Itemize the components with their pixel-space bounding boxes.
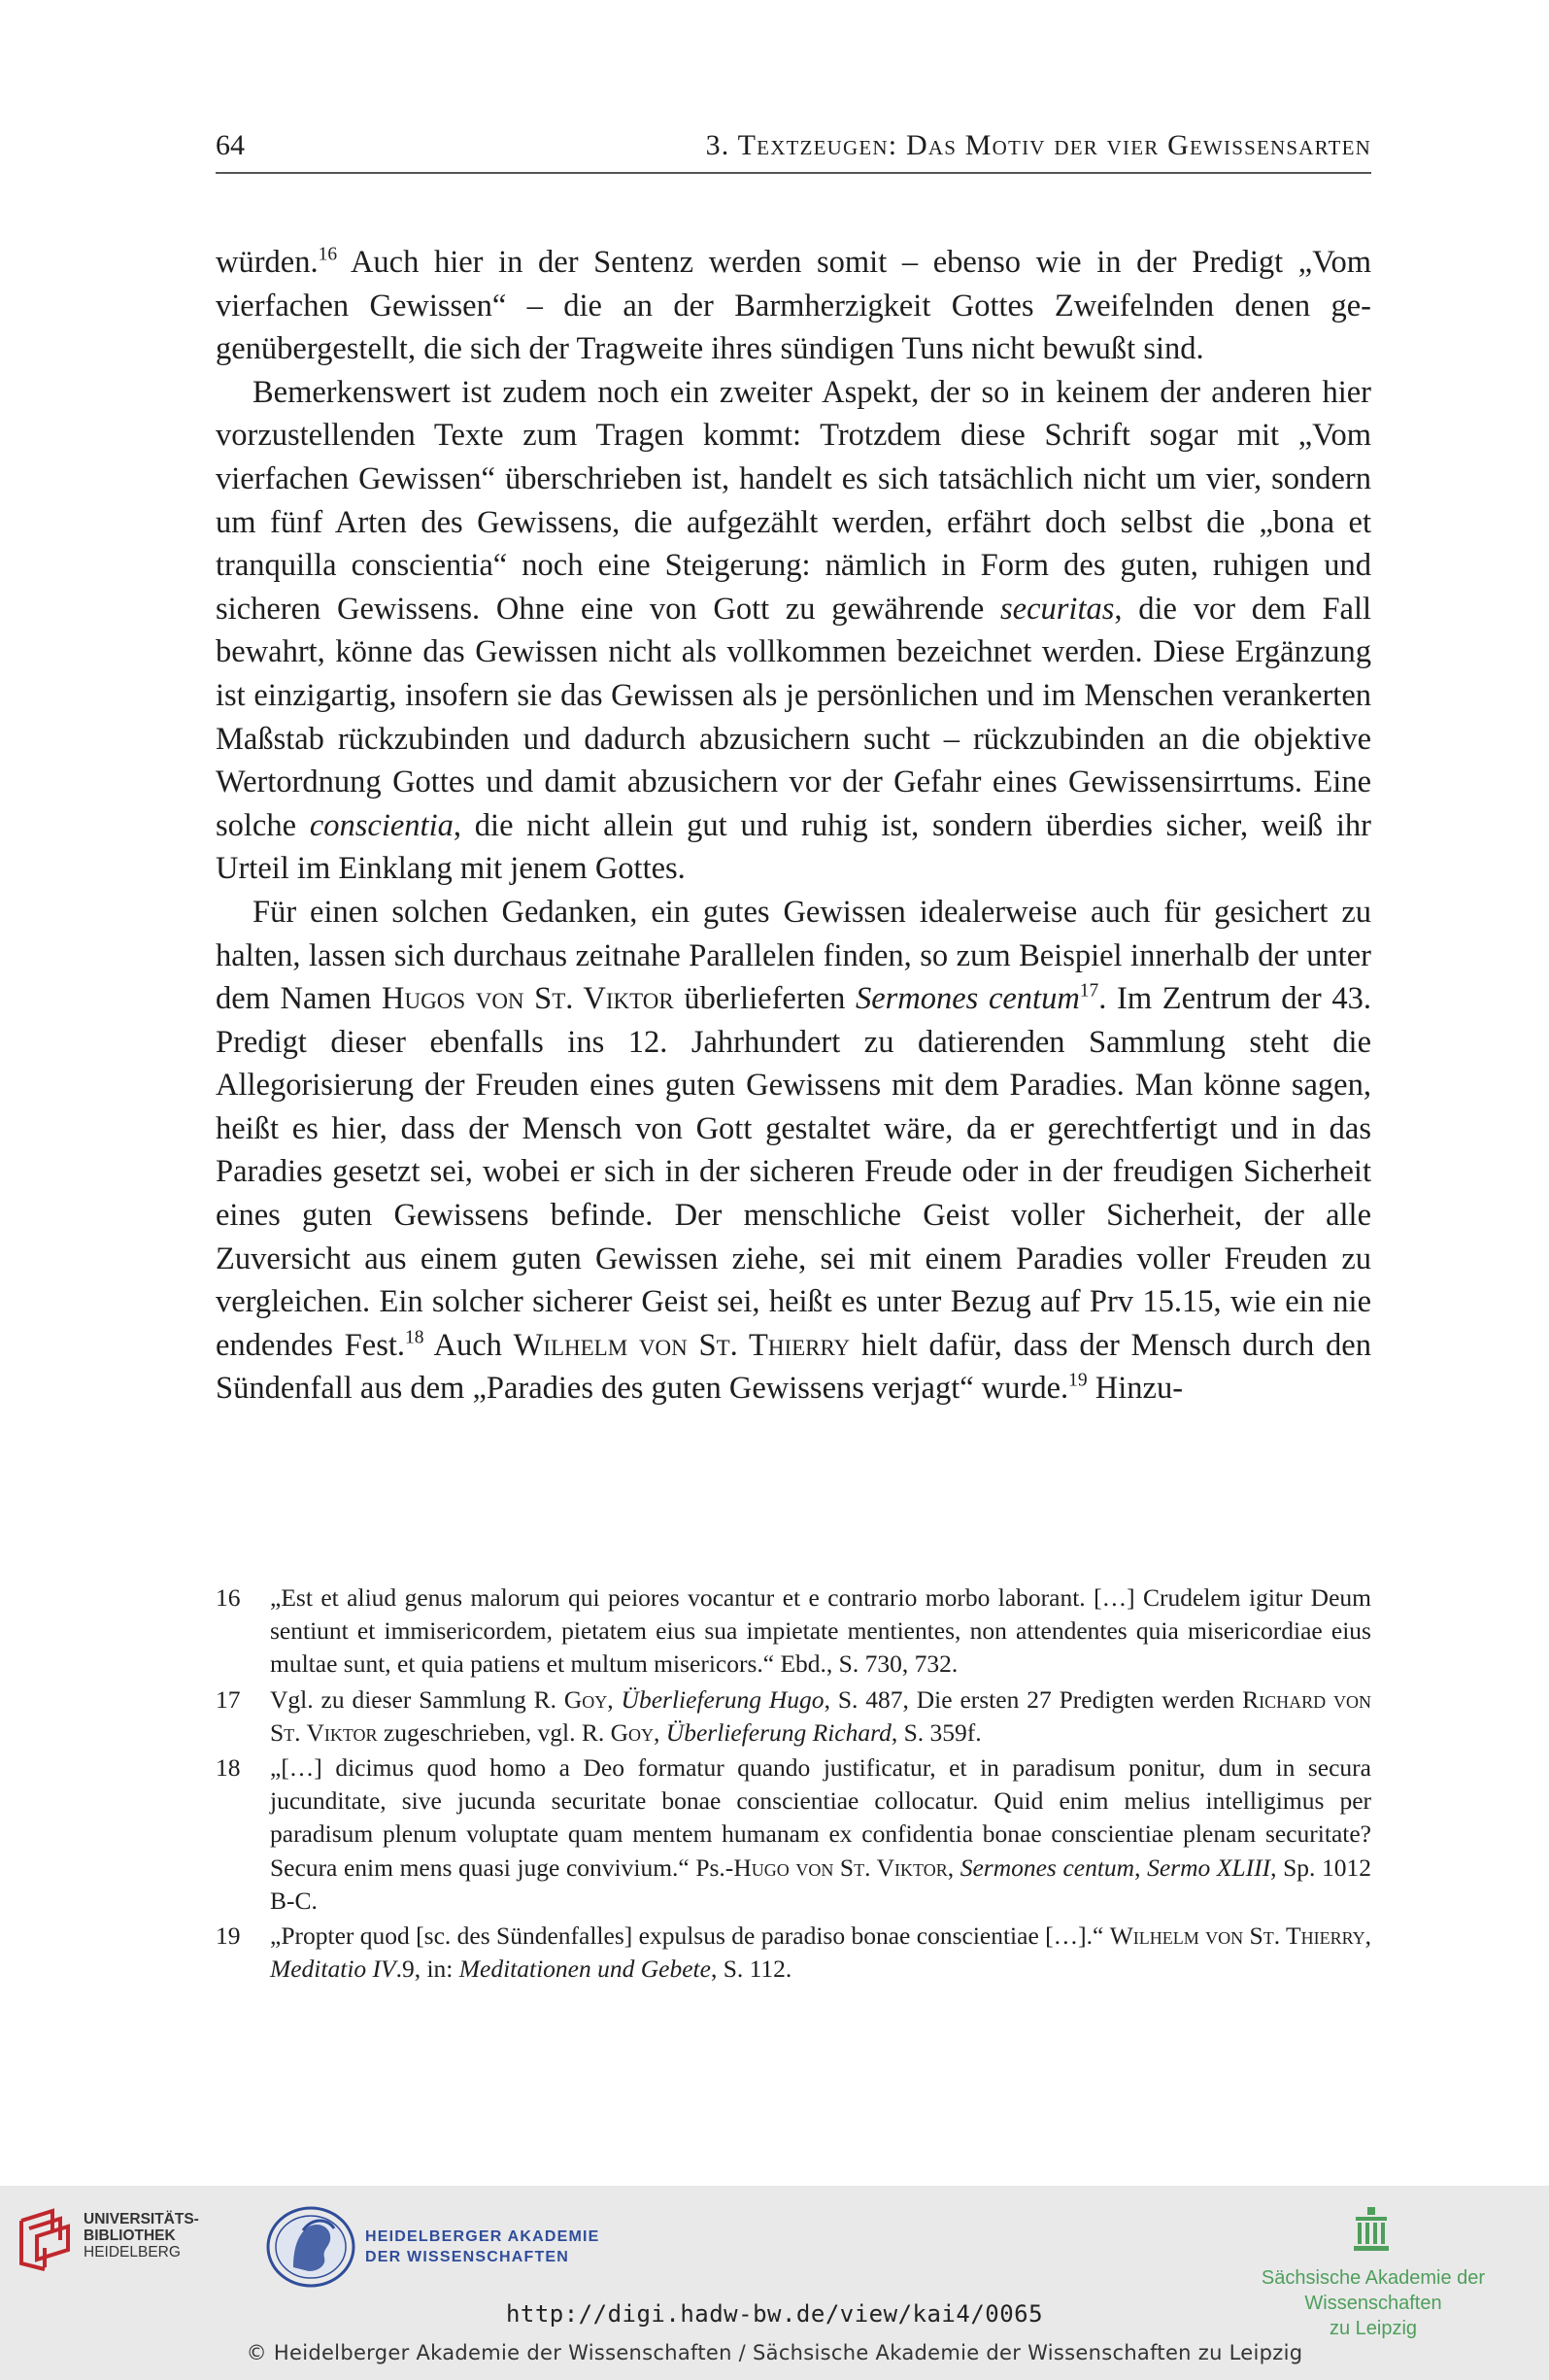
work-title-sermones: Sermones centum xyxy=(855,981,1080,1017)
term-conscientia: conscientia xyxy=(309,807,454,843)
footnote-19: 19 „Propter quod [sc. des Sündenfalles] expulsus de paradiso bonae conscientiae […].“ Wilhelm von St. Thierry, Meditatio IV.9, in: Meditationen und Gebete, S. 112. xyxy=(216,1921,1371,1984)
footnote-ref-19[interactable]: 19 xyxy=(1068,1370,1088,1391)
ub-logo-mark-icon xyxy=(16,2207,76,2271)
footnote-16 xyxy=(216,1581,1371,1682)
author-name-wilhelm: Wilhelm von St. Thierry xyxy=(513,1327,851,1363)
author-name-wilhelm: Wilhelm von St. Thierry xyxy=(1109,1921,1365,1951)
term-securitas: securitas xyxy=(1000,591,1115,627)
footnote-ref-18[interactable]: 18 xyxy=(405,1327,424,1348)
paragraph-1: würden.$^{16}$ Auch hier in der Sentenz werden somit – ebenso wie in der Predigt „Vom vierfachen Gewissen“ – die an der Barmherzigkeit Gottes Zweifelnden denen gegenübergestellt, die sich der Tragweite ihres sündigen Tuns nicht bewußt sind. xyxy=(216,244,1371,367)
footnotes xyxy=(216,1581,1371,1988)
work-title: Überlieferung Hugo xyxy=(621,1684,825,1714)
paragraph-2: Bemerkenswert ist zudem noch ein zweiter Aspekt, der so in keinem der anderen hier vorzustellenden Texte zum Tragen kommt: Trotzdem diese Schrift sogar mit „Vom vierfachen Gewissen“ überschrieben ist, handelt es sich tatsächlich nicht um vier, sondern um fünf Arten des Gewissens, die aufgezählt werden, erfährt doch selbst die „bona et tranquilla conscientia“ noch eine Steigerung: nämlich in Form des guten, ruhigen und sicheren Gewissens. Ohne eine von Gott zu gewährende securitas, die vor dem Fall bewahrt, könne das Gewissen nicht als vollkommen bezeichnet werden. Diese Ergänzung ist einzigartig, insofern sie das Gewissen als je persönlichen und im Menschen verankerten Maßstab rückzubinden und dadurch abzusichern sucht – rückzubinden an die objektive Wertordnung Gottes und damit abzusichern vor der Gefahr eines Gewissensirrtums. Eine solche conscientia, die nicht allein gut und ruhig ist, sondern überdies sicher, weiß ihr Urteil im Einklang mit jenem Gottes. xyxy=(216,374,1371,887)
footnote-number: 17 xyxy=(216,1684,241,1714)
footnote-number: 19 xyxy=(216,1921,241,1951)
athena-medallion-icon xyxy=(264,2205,357,2289)
footnote-text: „Est et aliud genus malorum qui peiores vocantur et e contrario morbo laborant. […] Crudelem igitur Deum sentiunt et immisericordem, pietatem eius sua impietate mentientes, non attendentes quia misericordiae eius multae sunt, et quia patiens et multum misericors.“ Ebd., S. 730, 732. xyxy=(270,1583,1371,1679)
work-title: Meditationen und Gebete xyxy=(458,1955,711,1984)
ub-logo-text: UNIVERSITÄTS- BIBLIOTHEK HEIDELBERG xyxy=(84,2211,199,2261)
body-text xyxy=(216,241,1371,1411)
page-header xyxy=(216,129,1371,174)
copyright-notice: © Heidelberger Akademie der Wissenschaften / Sächsische Akademie der Wissenschaften zu Leipzig xyxy=(246,2341,1303,2364)
hadw-logo-text: HEIDELBERGER AKADEMIE DER WISSENSCHAFTEN xyxy=(365,2228,600,2265)
hadw-logo[interactable] xyxy=(264,2205,614,2293)
author-name-hugo: Hugos von St. Viktor xyxy=(382,981,674,1017)
saw-building-icon xyxy=(1352,2207,1391,2256)
saw-logo-text: Sächsische Akademie der Wissenschaften zu Leipzig xyxy=(1261,2267,1486,2339)
digitization-url-link[interactable]: http://digi.hadw-bw.de/view/kai4/0065 xyxy=(505,2300,1044,2328)
author-name-goy: Goy xyxy=(610,1717,655,1747)
page-number: 64 xyxy=(216,129,245,161)
saw-leipzig-logo[interactable] xyxy=(1195,2207,1544,2339)
author-name-goy: Goy xyxy=(563,1684,608,1714)
footnote-17: 17 Vgl. zu dieser Sammlung R. Goy, Überlieferung Hugo, S. 487, Die ersten 27 Predigten werden Richard von St. Viktor zugeschrieben, vgl. R. Goy, Überlieferung Richard, S. 359f. xyxy=(216,1684,1372,1747)
ub-heidelberg-logo[interactable] xyxy=(16,2207,210,2275)
paragraph-3: Für einen solchen Gedanken, ein gutes Gewissen idealerweise auch für gesichert zu halten, lassen sich durchaus zeitnahe Parallelen finden, so zum Beispiel innerhalb der unter dem Namen Hugos von St. Viktor überlieferten Sermones centum$^{17}$. Im Zentrum der 43. Predigt dieser ebenfalls ins 12. Jahrhundert zu datierenden Sammlung steht die Allegorisierung der Freuden eines guten Gewissens mit dem Paradies. Man könne sagen, heißt es hier, dass der Mensch von Gott gestaltet wäre, da er gerechtfertigt und in das Paradies gesetzt sei, wobei er sich in der sicheren Freude oder in der freudigen Sicherheit eines guten Gewissens befinde. Der menschliche Geist voller Sicherheit, der alle Zuversicht aus einem guten Gewissen ziehe, sei mit einem Paradies voller Freuden zu vergleichen. Ein solcher sicherer Geist sei, heißt es unter Bezug auf Prv 15.15, wie ein nie endendes Fest.$^{18}$ Auch Wilhelm von St. Thierry hielt dafür, dass der Mensch durch den Sündenfall aus dem „Paradies des guten Gewissens verjagt“ wurde.$^{19}$ Hinzu- xyxy=(216,894,1371,1407)
footnote-number: 16 xyxy=(216,1583,241,1612)
work-title: Meditatio IV xyxy=(270,1955,396,1984)
footnote-number: 18 xyxy=(216,1753,241,1783)
author-name-hugo: Hugo von St. Viktor xyxy=(733,1853,948,1882)
work-title: Überlieferung Richard xyxy=(665,1717,892,1747)
work-title: Sermones centum xyxy=(960,1853,1135,1882)
footnote-18: 18 „[…] dicimus quod homo a Deo formatur quando justificatur, et in paradisum ponitur, dum in secura jucunditate, sive jucunda securitate bonae conscientiae collocatur. Quid enim melius intelligimus per paradisum plenum voluptate quam mentem humanam ex confidentia bonae conscientiae plenam securitate? Secura enim mens quasi juge convivium.“ Ps.-Hugo von St. Viktor, Sermones centum, Sermo XLIII, Sp. 1012 B-C. xyxy=(216,1753,1371,1915)
footnote-ref-17[interactable]: 17 xyxy=(1079,980,1099,1002)
running-head: 3. Textzeugen: Das Motiv der vier Gewissensarten xyxy=(705,129,1371,161)
footnote-ref-16[interactable]: 16 xyxy=(318,244,338,265)
work-title: Sermo XLIII xyxy=(1147,1853,1271,1882)
author-name-richard: Richard von St. Viktor xyxy=(270,1684,1372,1747)
